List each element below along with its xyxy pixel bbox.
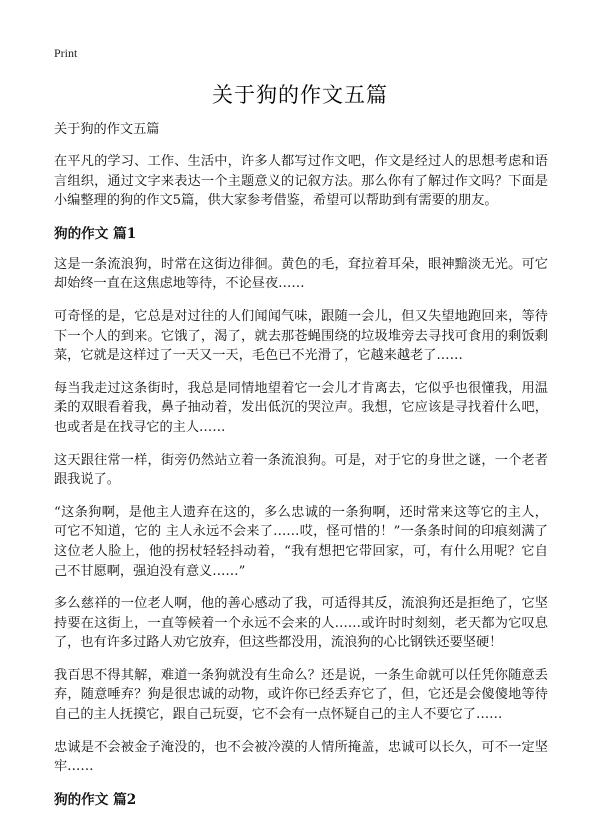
paragraph: 忠诚是不会被金子淹没的，也不会被冷漠的人情所掩盖，忠诚可以长久，可不一定坚牢…… — [54, 739, 548, 775]
section-heading-1: 狗的作文 篇1 — [54, 225, 137, 242]
print-label: Print — [54, 46, 78, 60]
paragraph: 可奇怪的是，它总是对过往的人们闻闻气味，跟随一会儿，但又失望地跑回来，等待下一个人的到来。它饿了，渴了，就去那苍蝇围绕的垃圾堆旁去寻找可食用的剩饭剩菜，它就是这样过了一天又一天，毛色已不光滑了，它越来越老了…… — [54, 308, 548, 364]
paragraph: 我百思不得其解，难道一条狗就没有生命么？还是说，一条生命就可以任凭你随意丢弃，随意唾弃？狗是很忠诚的动物，或许你已经丢弃它了，但，它还是会傻傻地等待自己的主人抚摸它，跟自己玩耍，它不会有一点怀疑自己的主人不要它了…… — [54, 667, 548, 723]
page-title: 关于狗的作文五篇 — [212, 83, 388, 107]
section-heading-2: 狗的作文 篇2 — [54, 791, 137, 808]
paragraph: 这天跟往常一样，街旁仍然站立着一条流浪狗。可是，对于它的身世之谜，一个老者跟我说了。 — [54, 452, 548, 488]
intro-paragraph: 在平凡的学习、工作、生活中，许多人都写过作文吧，作文是经过人的思想考虑和语言组织，通过文字来表达一个主题意义的记叙方法。那么你有了解过作文吗？下面是小编整理的狗的作文5篇，供大家参考借鉴，希望可以帮助到有需要的朋友。 — [54, 154, 548, 209]
paragraph: 多么慈祥的一位老人啊，他的善心感动了我，可适得其反，流浪狗还是拒绝了，它坚持要在这街上，一直等候着一个永远不会来的人……或许时时刻刻，老天都为它叹息了，也有许多过路人劝它放弃，但这些都没用，流浪狗的心比钢铁还要坚硬！ — [54, 596, 548, 651]
document-body — [54, 120, 548, 821]
paragraph: 这是一条流浪狗，时常在这街边徘徊。黄色的毛，耷拉着耳朵，眼神黯淡无光。可它却始终一直在这焦虑地等待，不论昼夜…… — [54, 256, 548, 292]
paragraph: “这条狗啊，是他主人遗弃在这的，多么忠诚的一条狗啊，还时常来这等它的主人，可它不知道，它的 主人永远不会来了……哎，怪可惜的！”一条条时间的印痕刻满了这位老人脸上，他的拐杖轻轻抖动着，“我有想把它带回家，可，有什么用呢？它自己不甘愿啊，强迫没有意义……” — [54, 504, 548, 579]
document-subtitle: 关于狗的作文五篇 — [54, 122, 160, 137]
paragraph: 每当我走过这条街时，我总是同情地望着它一会儿才肯离去，它似乎也很懂我，用温柔的双眼看着我，鼻子抽动着，发出低沉的哭泣声。我想，它应该是寻找着什么吧，也或者是在找寻它的主人…… — [54, 380, 548, 435]
